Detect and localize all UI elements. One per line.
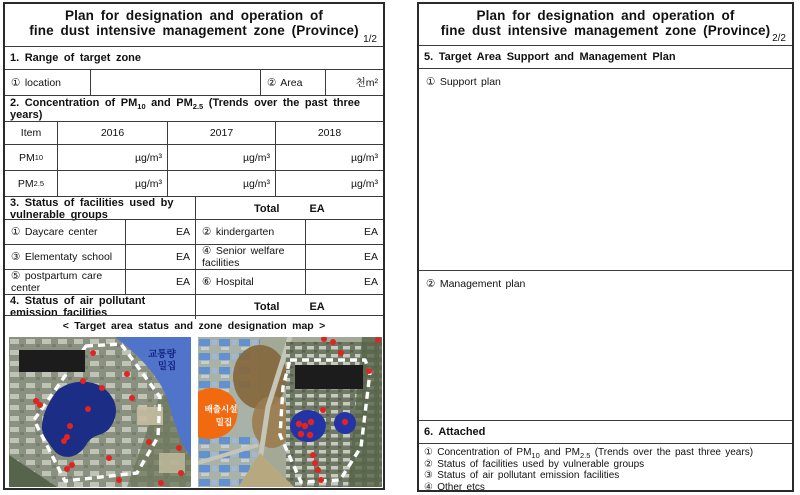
elementary-school-count-field[interactable]: EA (125, 245, 195, 269)
management-plan-field[interactable] (419, 270, 792, 420)
pm-col-2016: 2016 (57, 122, 167, 144)
elementary-school-label: ③ Elementaty school (11, 251, 113, 263)
section6-heading: 6. Attached (424, 426, 486, 438)
emission-cluster-label-line2: 밀집 (215, 417, 233, 427)
hospital-count-field[interactable]: EA (305, 270, 383, 294)
page-title-line1: Plan for designation and operation of (65, 8, 323, 23)
section1-heading: 1. Range of target zone (10, 52, 142, 64)
area-value-field[interactable]: 천m² (325, 70, 383, 95)
section3-heading: 3. Status of facilities used by vulnerable groups (10, 197, 174, 221)
area-label: ② Area (260, 70, 325, 95)
dirt-patch (159, 453, 185, 473)
target-area-map-left (9, 337, 191, 487)
daycare-count-field[interactable]: EA (125, 220, 195, 244)
hospital-label: ⑥ Hospital (195, 270, 305, 294)
kindergarten-label: ② kindergarten (195, 220, 305, 244)
page-number: 1/2 (363, 34, 377, 45)
section1-fields-row (5, 69, 383, 95)
pm10-subscript: 10 (531, 451, 540, 460)
section3-total-unit: EA (309, 203, 325, 215)
section1-header-row (5, 46, 383, 69)
location-label: ① location (11, 76, 62, 89)
page2-title-block (419, 4, 792, 45)
traffic-cluster-label-line2: 밀집 (157, 361, 177, 372)
postpartum-center-count-field[interactable]: EA (125, 270, 195, 294)
section5-heading: 5. Target Area Support and Management Plan (424, 51, 676, 63)
pm-col-2018: 2018 (275, 122, 383, 144)
redaction-box (295, 365, 363, 389)
section2-heading-text: and PM (145, 96, 193, 109)
section2-heading-text: 2. Concentration of PM (10, 96, 138, 109)
pm10-row (5, 144, 383, 170)
attached-item-1-text: and PM (539, 447, 580, 458)
facility-row-3 (5, 269, 383, 294)
section4-total-label: Total (254, 301, 280, 313)
emission-cluster-label-line1: 배출시설 (204, 404, 238, 414)
location-value-field[interactable] (90, 70, 260, 95)
traffic-cluster-label-line1: 교통량 (148, 349, 176, 360)
pm10-2016-field[interactable]: µg/m³ (57, 145, 167, 170)
pm10-subscript: 10 (137, 101, 146, 111)
section2-heading-text: (Trends over the past three years) (10, 96, 360, 121)
page-title-line1: Plan for designation and operation of (476, 8, 735, 23)
pm10-2017-field[interactable]: µg/m³ (167, 145, 275, 170)
management-plan-label: ② Management plan (426, 278, 526, 290)
pm-col-2017: 2017 (167, 122, 275, 144)
support-plan-field[interactable] (419, 68, 792, 270)
pm25-2016-field[interactable]: µg/m³ (57, 171, 167, 196)
redaction-box (19, 350, 85, 372)
section5-header-row (419, 45, 792, 68)
pm25-2018-field[interactable]: µg/m³ (275, 171, 383, 196)
section4-total-unit: EA (309, 301, 325, 313)
page-title-line2: fine dust intensive management zone (Province) (29, 23, 359, 38)
pm10-label: PM 10 (18, 151, 44, 164)
pm10-label-text: PM (18, 151, 35, 164)
senior-welfare-count-field[interactable]: EA (305, 245, 383, 269)
map-caption-row (5, 315, 383, 335)
pm10-2018-field[interactable]: µg/m³ (275, 145, 383, 170)
section3-total-label: Total (254, 203, 280, 215)
section4-heading: 4. Status of air pollutant emission facilities (10, 295, 146, 319)
section2-heading (5, 97, 383, 121)
pm25-subscript: 2.5 (580, 451, 591, 460)
section6-header-row (419, 420, 792, 443)
attached-list (419, 443, 792, 493)
pm25-label: PM 2.5 (17, 177, 45, 190)
attached-item-1-text: ① Concentration of PM (424, 447, 532, 458)
kindergarten-count-field[interactable]: EA (305, 220, 383, 244)
pm25-row (5, 170, 383, 196)
attached-item-4: ④ Other etcs (424, 481, 485, 493)
facility-row-1 (5, 219, 383, 244)
postpartum-center-label: ⑤ postpartum care center (11, 270, 103, 294)
pm25-label-text: PM (17, 177, 34, 190)
attached-item-1 (424, 447, 792, 459)
section3-header-row (5, 196, 383, 219)
section4-header-row (5, 294, 383, 319)
support-plan-label: ① Support plan (426, 76, 501, 88)
section3-total-cell[interactable] (195, 197, 383, 221)
pm25-subscript: 2.5 (192, 101, 204, 111)
pm25-2017-field[interactable]: µg/m³ (167, 171, 275, 196)
daycare-label: ① Daycare center (11, 226, 98, 238)
page-title-line2: fine dust intensive management zone (Province) (440, 23, 771, 38)
attached-item-1-text: (Trends over the past three years) (590, 447, 754, 458)
facility-row-2 (5, 244, 383, 269)
map-caption: < Target area status and zone designation map > (62, 319, 326, 332)
page-2 (417, 2, 794, 492)
page-1 (3, 2, 385, 490)
attached-item-2: ② Status of facilities used by vulnerable groups (424, 458, 645, 470)
pm-col-item: Item (20, 127, 42, 139)
section2-header-row (5, 95, 383, 121)
maps-row (5, 335, 383, 488)
pm-table-header-row (5, 121, 383, 144)
target-area-map-right (198, 337, 382, 487)
senior-welfare-label: ④ Senior welfare facilities (195, 245, 305, 269)
page-number: 2/2 (772, 33, 786, 44)
page1-title-block (5, 4, 383, 46)
attached-item-3: ③ Status of air pollutant emission facilities (424, 470, 620, 482)
